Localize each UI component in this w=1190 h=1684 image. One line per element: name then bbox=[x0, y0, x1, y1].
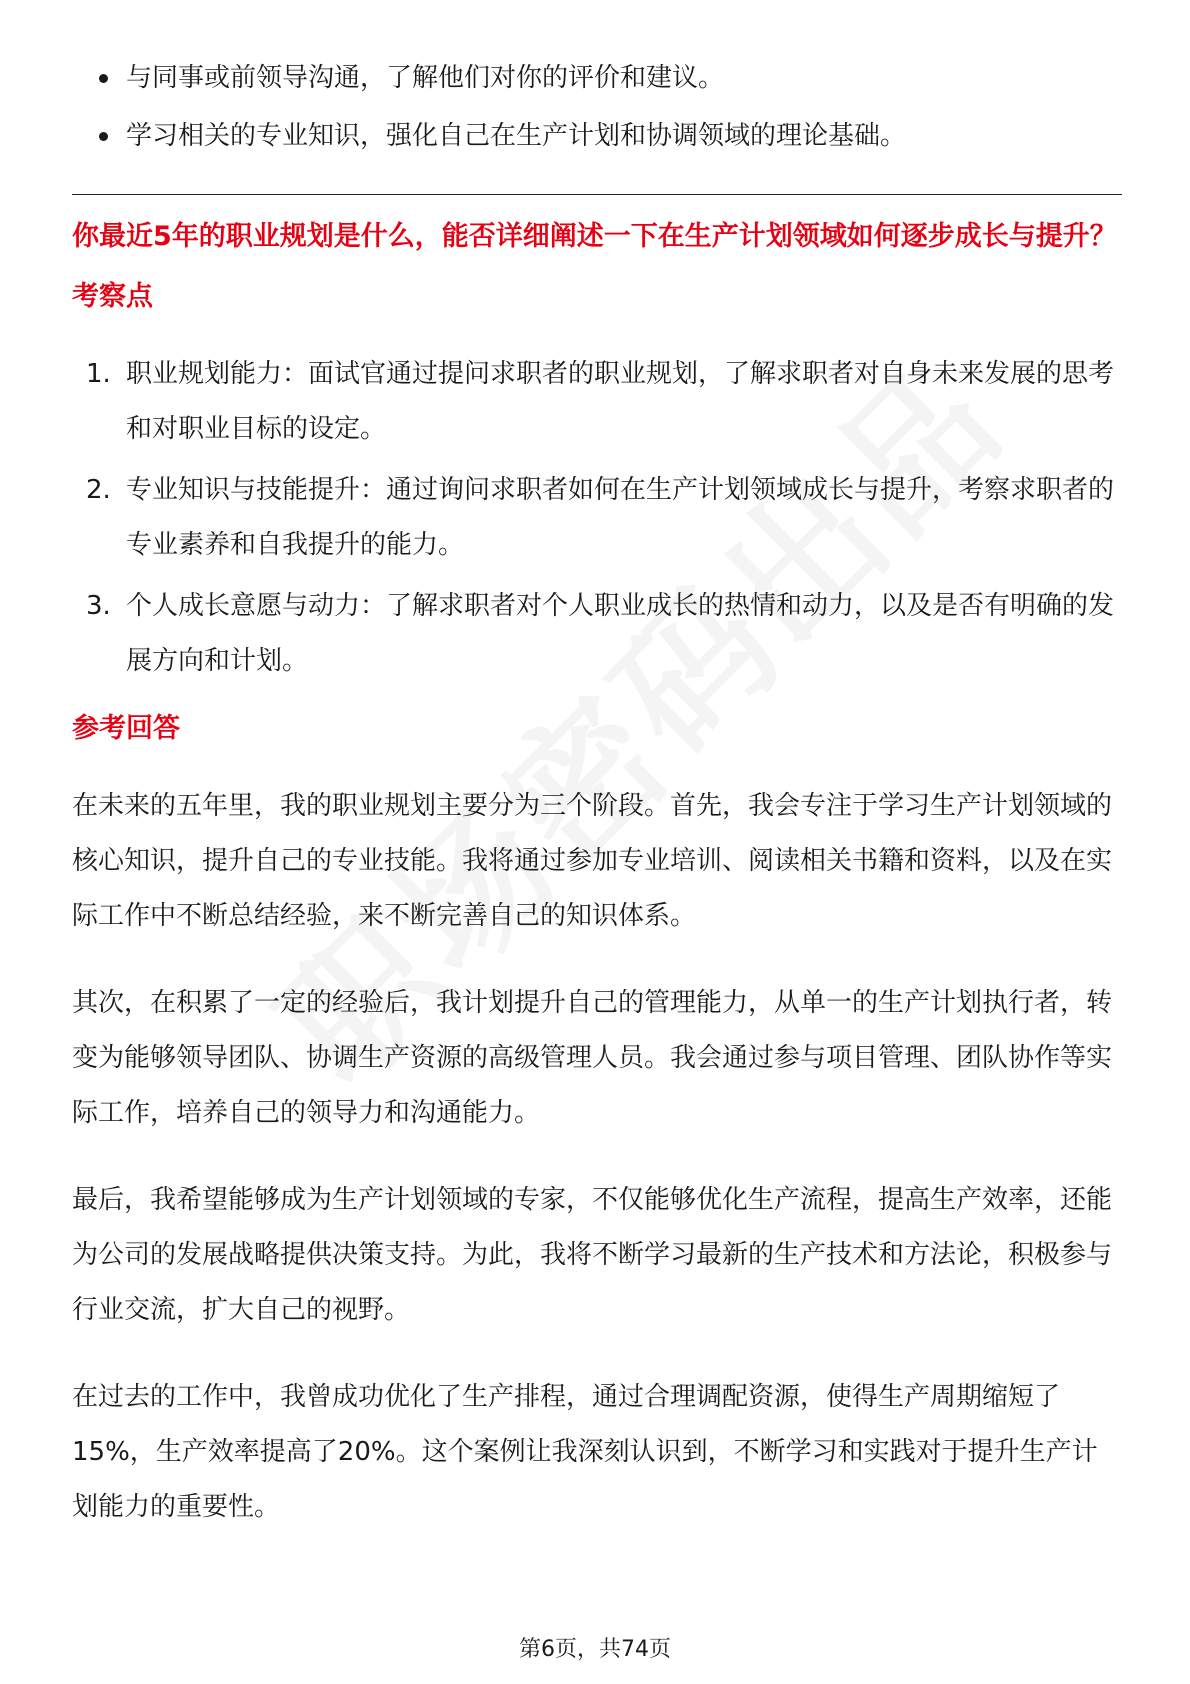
answer-paragraph: 其次，在积累了一定的经验后，我计划提升自己的管理能力，从单一的生产计划执行者，转变为能够领导团队、协调生产资源的高级管理人员。我会通过参与项目管理、团队协作等实际工作，培养自己的领导力和沟通能力。 bbox=[72, 988, 1113, 1128]
answer-paragraph: 最后，我希望能够成为生产计划领域的专家，不仅能够优化生产流程，提高生产效率，还能为公司的发展战略提供决策支持。为此，我将不断学习最新的生产技术和方法论，积极参与行业交流，扩大自己的视野。 bbox=[72, 1185, 1113, 1325]
page-footer: 第6页，共74页 bbox=[519, 1637, 671, 1662]
bullet-item: 学习相关的专业知识，强化自己在生产计划和协调领域的理论基础。 bbox=[72, 116, 1122, 156]
question-heading: 你最近5年的职业规划是什么，能否详细阐述一下在生产计划领域如何逐步成长与提升？ bbox=[72, 221, 1117, 252]
points-title: 考察点 bbox=[72, 281, 153, 312]
page-content bbox=[72, 58, 1122, 1567]
point-number: 2. bbox=[86, 475, 111, 505]
answer-paragraph: 在过去的工作中，我曾成功优化了生产排程，通过合理调配资源，使得生产周期缩短了15%，生产效率提高了20%。这个案例让我深刻认识到，不断学习和实践对于提升生产计划能力的重要性。 bbox=[72, 1382, 1098, 1522]
point-item bbox=[72, 463, 1122, 573]
bullet-item: 与同事或前领导沟通，了解他们对你的评价和建议。 bbox=[72, 58, 1122, 98]
answer-title: 参考回答 bbox=[72, 713, 180, 744]
point-number: 3. bbox=[86, 591, 111, 621]
points-list bbox=[72, 347, 1122, 689]
point-text: 个人成长意愿与动力：了解求职者对个人职业成长的热情和动力，以及是否有明确的发展方向和计划。 bbox=[126, 591, 1115, 676]
answer-paragraph: 在未来的五年里，我的职业规划主要分为三个阶段。首先，我会专注于学习生产计划领域的核心知识，提升自己的专业技能。我将通过参加专业培训、阅读相关书籍和资料，以及在实际工作中不断总结经验，来不断完善自己的知识体系。 bbox=[72, 791, 1113, 931]
bullet-list bbox=[72, 58, 1122, 156]
section-divider bbox=[72, 194, 1122, 195]
point-item bbox=[72, 579, 1122, 689]
point-number: 1. bbox=[86, 359, 111, 389]
point-text: 专业知识与技能提升：通过询问求职者如何在生产计划领域成长与提升，考察求职者的专业素养和自我提升的能力。 bbox=[126, 475, 1115, 560]
point-item bbox=[72, 347, 1122, 457]
point-text: 职业规划能力：面试官通过提问求职者的职业规划，了解求职者对自身未来发展的思考和对职业目标的设定。 bbox=[126, 359, 1115, 444]
